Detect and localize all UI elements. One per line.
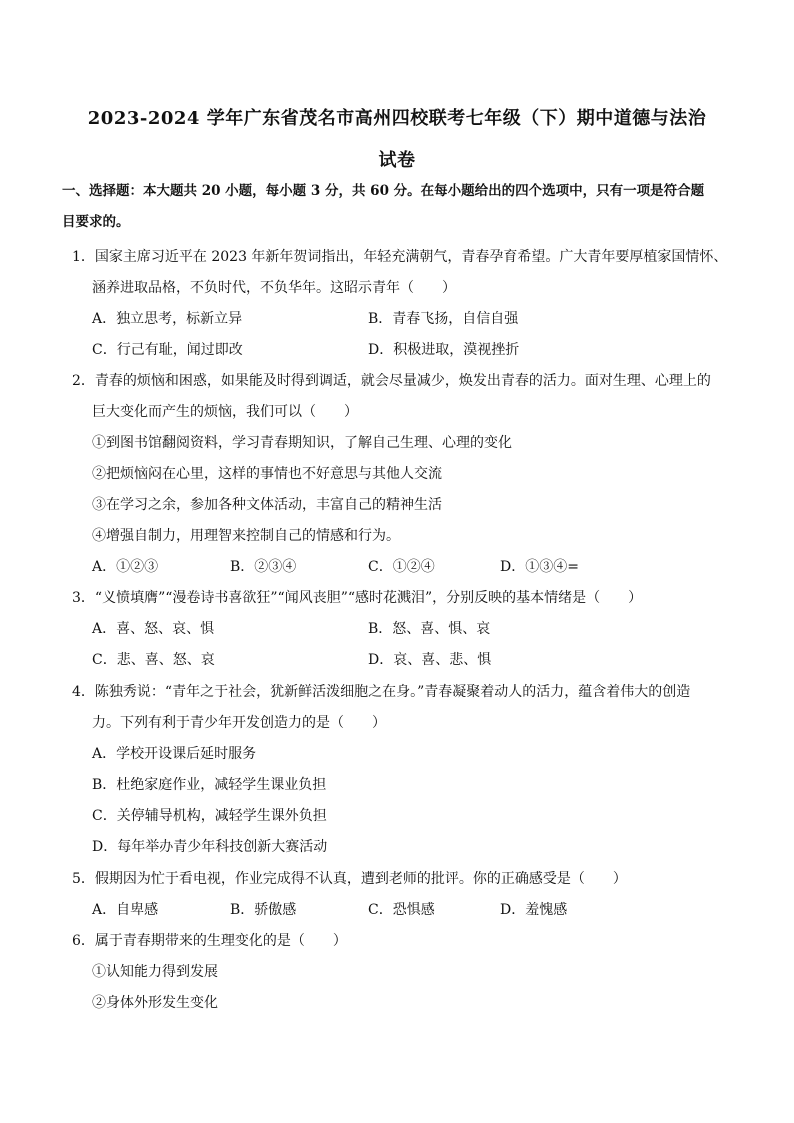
q4-option-c: C．关停辅导机构，减轻学生课外负担 bbox=[92, 808, 327, 824]
q5-option-a: A．自卑感 bbox=[92, 902, 159, 918]
q3-option-b: B．怒、喜、惧、哀 bbox=[368, 621, 491, 637]
exam-title-line2: 试卷 bbox=[378, 150, 416, 171]
q5-option-b: B．骄傲感 bbox=[230, 902, 297, 918]
q6-statement-2: ②身体外形发生变化 bbox=[92, 995, 218, 1011]
q2-statement-4: ④增强自制力，用理智来控制自己的情感和行为。 bbox=[92, 528, 400, 544]
q5-stem-line1: 5．假期因为忙于看电视，作业完成得不认真，遭到老师的批评。你的正确感受是（ ） bbox=[72, 871, 627, 887]
q4-option-a: A．学校开设课后延时服务 bbox=[92, 746, 257, 762]
q5-option-d: D．羞愧感 bbox=[500, 902, 568, 918]
q1-option-a: A．独立思考，标新立异 bbox=[92, 311, 243, 327]
q1-option-d: D．积极进取，漠视挫折 bbox=[368, 342, 520, 358]
q1-option-c: C．行己有耻，闻过即改 bbox=[92, 342, 243, 358]
q6-statement-1: ①认知能力得到发展 bbox=[92, 964, 218, 980]
q4-option-d: D．每年举办青少年科技创新大赛活动 bbox=[92, 839, 328, 855]
exam-title-line1: 2023-2024 学年广东省茂名市高州四校联考七年级（下）期中道德与法治 bbox=[87, 108, 707, 129]
q2-stem-line2: 巨大变化而产生的烦恼，我们可以（ ） bbox=[92, 404, 358, 420]
q4-stem-line1: 4．陈独秀说：“青年之于社会，犹新鲜活泼细胞之在身。”青春凝聚着动人的活力，蕴含着伟大的创造 bbox=[72, 684, 691, 700]
q2-option-a: A．①②③ bbox=[92, 559, 159, 575]
q1-stem-line1: 1．国家主席习近平在 2023 年新年贺词指出，年轻充满朝气，青春孕育希望。广大青年要厚植家国情怀、 bbox=[72, 249, 728, 265]
q2-statement-2: ②把烦恼闷在心里，这样的事情也不好意思与其他人交流 bbox=[92, 466, 442, 482]
q4-stem-line2: 力。下列有利于青少年开发创造力的是（ ） bbox=[92, 715, 386, 731]
q2-statement-1: ①到图书馆翻阅资料，学习青春期知识，了解自己生理、心理的变化 bbox=[92, 435, 512, 451]
q2-option-c: C．①②④ bbox=[368, 559, 435, 575]
q5-option-c: C．恐惧感 bbox=[368, 902, 435, 918]
q6-stem-line1: 6．属于青春期带来的生理变化的是（ ） bbox=[72, 933, 347, 949]
q2-stem-line1: 2．青春的烦恼和困惑，如果能及时得到调适，就会尽量减少，焕发出青春的活力。面对生理、心理上的 bbox=[72, 373, 711, 389]
q3-option-d: D．哀、喜、悲、惧 bbox=[368, 652, 492, 668]
section-instruction-line1: 一、选择题：本大题共 20 小题，每小题 3 分，共 60 分。在每小题给出的四个选项中，只有一项是符合题 bbox=[62, 183, 705, 199]
q1-stem-line2: 涵养进取品格，不负时代，不负华年。这昭示青年（ ） bbox=[92, 280, 456, 296]
q2-statement-3: ③在学习之余，参加各种文体活动，丰富自己的精神生活 bbox=[92, 497, 442, 513]
q3-stem-line1: 3．“义愤填膺”“漫卷诗书喜欲狂”“闻风丧胆”“感时花溅泪”，分别反映的基本情绪是（ ） bbox=[72, 590, 643, 606]
q2-option-d: D．①③④= bbox=[500, 559, 579, 575]
section-instruction-line2: 目要求的。 bbox=[62, 214, 130, 230]
q4-option-b: B．杜绝家庭作业，减轻学生课业负担 bbox=[92, 777, 327, 793]
q2-option-b: B．②③④ bbox=[230, 559, 297, 575]
q3-option-a: A．喜、怒、哀、惧 bbox=[92, 621, 215, 637]
q3-option-c: C．悲、喜、怒、哀 bbox=[92, 652, 215, 668]
q1-option-b: B．青春飞扬，自信自强 bbox=[368, 311, 519, 327]
